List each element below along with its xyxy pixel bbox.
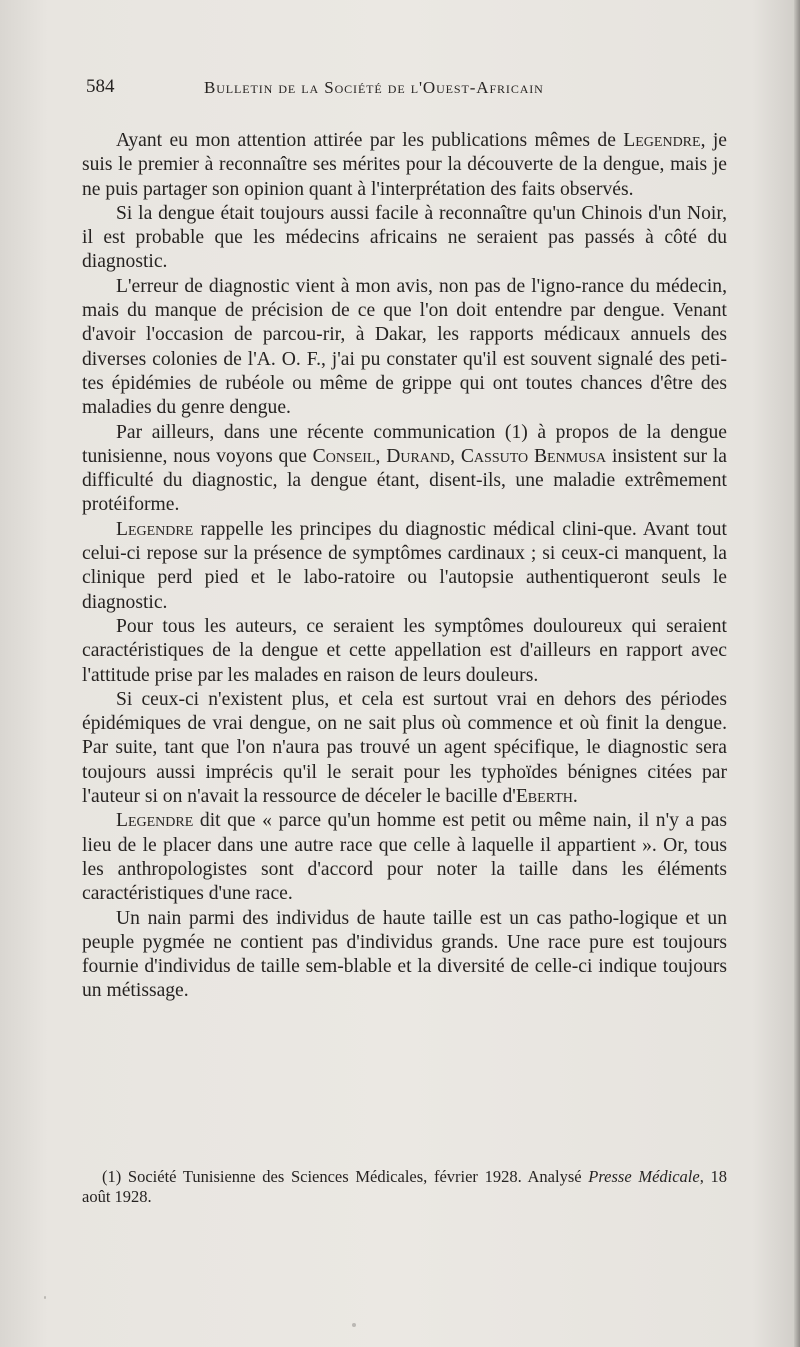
paragraph-text: , je suis le premier à reconnaître ses mérites pour la découverte de la dengue, mais je ne puis partager son opinion quant à l'interprétation des faits observés. xyxy=(82,130,727,200)
paragraph-text: Pour tous les auteurs, ce seraient les symptômes douloureux qui seraient caractéristiques de la dengue et cette appellation est d'ailleurs en rapport avec l'attitude prise par les malades en raison de leurs douleurs. xyxy=(82,615,727,686)
author-name: Durand xyxy=(386,445,451,467)
running-title: Bulletin de la Société de l'Ouest-Africain xyxy=(204,78,544,97)
page-header xyxy=(86,76,726,100)
footnote-text xyxy=(82,1167,727,1207)
author-name: Legendre xyxy=(116,810,194,832)
paragraph-text: L'erreur de diagnostic vient à mon avis, non pas de l'igno-rance du médecin, mais du manque de précision de ce que l'on doit entendre par dengue. Venant d'avoir l'occasion de parcou-rir, à Dakar, les rapports médicaux annuels des diverses colonies de l'A. O. F., j'ai pu constater qu'il est souvent signalé des peti-tes épidémies de rubéole ou même de grippe qui ont toutes chances d'être des maladies du genre dengue. xyxy=(82,275,727,419)
paragraph-7 xyxy=(82,688,727,809)
author-name: Cassuto Benmusa xyxy=(460,445,607,467)
author-name: Legendre xyxy=(623,130,701,151)
paper-speck xyxy=(44,1296,46,1299)
paragraph-2 xyxy=(82,202,727,275)
paragraph-text: Ayant eu mon attention attirée par les publications mêmes de xyxy=(116,130,624,151)
page-edge-shadow xyxy=(794,0,800,1347)
paragraph-text: dit que « parce qu'un homme est petit ou même nain, il n'y a pas lieu de le placer dans une autre race que celle à laquelle il appartient ». Or, tous les anthropologistes sont d'accord pour noter la taille dans les éléments caractéristiques d'une race. xyxy=(82,810,727,905)
paragraph-text: Par ailleurs, dans une récente communication (1) à propos de la dengue tunisienne, nous voyons que xyxy=(82,421,727,467)
paragraph-8 xyxy=(82,809,727,906)
paragraph-text: insistent sur la difficulté du diagnostic, la dengue étant, disent-ils, une maladie extrêmement protéiforme. xyxy=(82,445,727,516)
paragraph-6 xyxy=(82,615,727,688)
paragraph-9 xyxy=(82,907,727,1004)
paragraph-1 xyxy=(82,129,727,202)
page-number: 584 xyxy=(86,76,115,97)
paragraph-text: rappelle les principes du diagnostic médical clini-que. Avant tout celui-ci repose sur la présence de symptômes cardinaux ; si ceux-ci manquent, la clinique perd pied et le labo-ratoire ou l'autopsie authentiqueront seuls le diagnostic. xyxy=(82,518,727,613)
paragraph-text: Si ceux-ci n'existent plus, et cela est surtout vrai en dehors des périodes épidémiques de vrai dengue, on ne sait plus où commence et où finit la dengue. Par suite, tant que l'on n'aura pas trouvé un agent spécifique, le diagnostic sera toujours aussi imprécis qu'il le serait pour les typhoïdes bénignes citées par l'auteur si on n'avait la ressource de déceler le bacille d' xyxy=(82,688,727,808)
footnote xyxy=(82,1167,727,1207)
paper-speck xyxy=(352,1323,356,1327)
author-name: Conseil xyxy=(312,445,376,467)
footnote-journal: Presse Médicale xyxy=(588,1167,700,1186)
paragraph-3 xyxy=(82,275,727,421)
paragraph-text: Un nain parmi des individus de haute taille est un cas patho-logique et un peuple pygmée ne contient pas d'individus grands. Une race pure est toujours fournie d'individus de taille sem-blable et la diversité de celle-ci indique toujours un métissage. xyxy=(82,907,727,1002)
paragraph-text: Si la dengue était toujours aussi facile à reconnaître qu'un Chinois d'un Noir, il est probable que les médecins africains ne seraient pas passés à côté du diagnostic. xyxy=(82,202,727,273)
paragraph-4 xyxy=(82,421,727,518)
footnote-tail: , 18 août 1928. xyxy=(82,1167,728,1206)
paragraph-5 xyxy=(82,518,727,615)
author-name: Eberth xyxy=(515,786,573,808)
author-name: Legendre xyxy=(116,518,194,540)
paragraph-text: , xyxy=(450,445,461,467)
paragraph-text: , xyxy=(375,445,387,467)
paragraph-text: . xyxy=(572,786,578,808)
footnote-lead: (1) Société Tunisienne des Sciences Médicales, février 1928. Analysé xyxy=(102,1167,589,1186)
body-text xyxy=(82,129,727,1004)
